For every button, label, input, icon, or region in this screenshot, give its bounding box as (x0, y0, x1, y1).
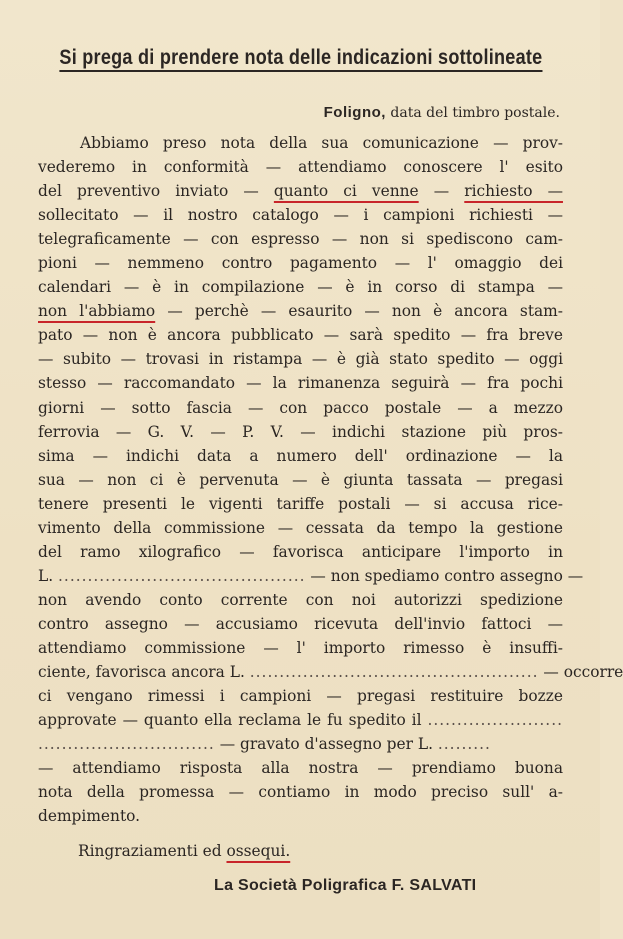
text-segment: — (433, 182, 450, 201)
text-segment: approvate — quanto ella reclama le fu spedito il (38, 711, 422, 730)
date-note: data del timbro postale. (390, 105, 560, 121)
signature: La Società Poligrafica F. SALVATI (214, 877, 477, 894)
text-line (38, 179, 563, 203)
blank-field: ......... (437, 735, 491, 754)
text-line: vederemo in conformità — attendiamo conoscere l' esito (38, 158, 563, 177)
red-underlined-phrase: non l'abbiamo (38, 302, 156, 321)
red-underlined-phrase: quanto ci venne (273, 182, 419, 201)
text-line: — attendiamo risposta alla nostra — prendiamo buona (38, 759, 563, 778)
text-line: vimento della commissione — cessata da tempo la gestione (38, 518, 563, 537)
text-line: giorni — sotto fascia — con pacco postale — a mezzo (38, 398, 563, 417)
dateline (324, 104, 560, 121)
text-line: — subito — trovasi in ristampa — è già stato spedito — oggi (38, 350, 563, 369)
text-line: dempimento. (38, 807, 141, 826)
text-line: calendari — è in compilazione — è in corso di stampa — (38, 278, 563, 297)
text-segment: — non spediamo contro assegno — (310, 566, 584, 585)
text-line (38, 564, 584, 588)
closing-line (78, 842, 290, 860)
text-line (38, 732, 563, 756)
text-line: sollecitato — il nostro catalogo — i campioni richiesti — (38, 206, 563, 225)
text-line: attendiamo commissione — l' importo rimesso è insuffi- (38, 638, 563, 657)
page-title: Si prega di prendere nota delle indicazioni sottolineate (59, 46, 543, 69)
text-line: Abbiamo preso nota della sua comunicazione — prov- (80, 134, 563, 152)
blank-field: .......................................... (58, 566, 306, 585)
text-segment: — perchè — esaurito — non è ancora stam- (167, 302, 563, 321)
blank-field: ....................... (427, 711, 563, 730)
text-line: nota della promessa — contiamo in modo preciso sull' a- (38, 783, 563, 802)
text-line: ferrovia — G. V. — P. V. — indichi stazione più pros- (38, 422, 563, 441)
text-line (38, 708, 563, 732)
text-line: stesso — raccomandato — la rimanenza seguirà — fra pochi (38, 374, 563, 393)
text-segment: L. (38, 566, 54, 585)
blank-field: .............................. (38, 735, 215, 754)
closing-text: Ringraziamenti ed (78, 842, 227, 860)
text-segment: del preventivo inviato — (38, 182, 259, 201)
text-segment: — gravato d'assegno per L. (219, 735, 433, 754)
text-line: sima — indichi data a numero dell' ordinazione — la (38, 446, 563, 465)
text-line: tenere presenti le vigenti tariffe postali — si accusa rice- (38, 494, 563, 513)
text-segment: ciente, favorisca ancora L. (38, 663, 245, 682)
text-line: ci vengano rimessi i campioni — pregasi restituire bozze (38, 687, 563, 706)
text-segment: — occorre (543, 663, 623, 682)
red-underlined-phrase: ossequi. (226, 842, 291, 860)
text-line: del ramo xilografico — favorisca anticipare l'importo in (38, 542, 563, 561)
text-line (38, 299, 563, 323)
text-line: pioni — nemmeno contro pagamento — l' omaggio dei (38, 254, 563, 273)
red-underlined-phrase: richiesto — (464, 182, 563, 201)
body-text (38, 131, 623, 828)
text-line: contro assegno — accusiamo ricevuta dell'invio fattoci — (38, 614, 563, 633)
text-line: sua — non ci è pervenuta — è giunta tassata — pregasi (38, 470, 563, 489)
city-name: Foligno, (323, 104, 386, 121)
text-line: telegraficamente — con espresso — non si spediscono cam- (38, 230, 563, 249)
text-line: pato — non è ancora pubblicato — sarà spedito — fra breve (38, 326, 563, 345)
text-line: non avendo conto corrente con noi autorizzi spedizione (38, 590, 563, 609)
text-line (38, 660, 623, 684)
blank-field: ................................................. (249, 663, 539, 682)
